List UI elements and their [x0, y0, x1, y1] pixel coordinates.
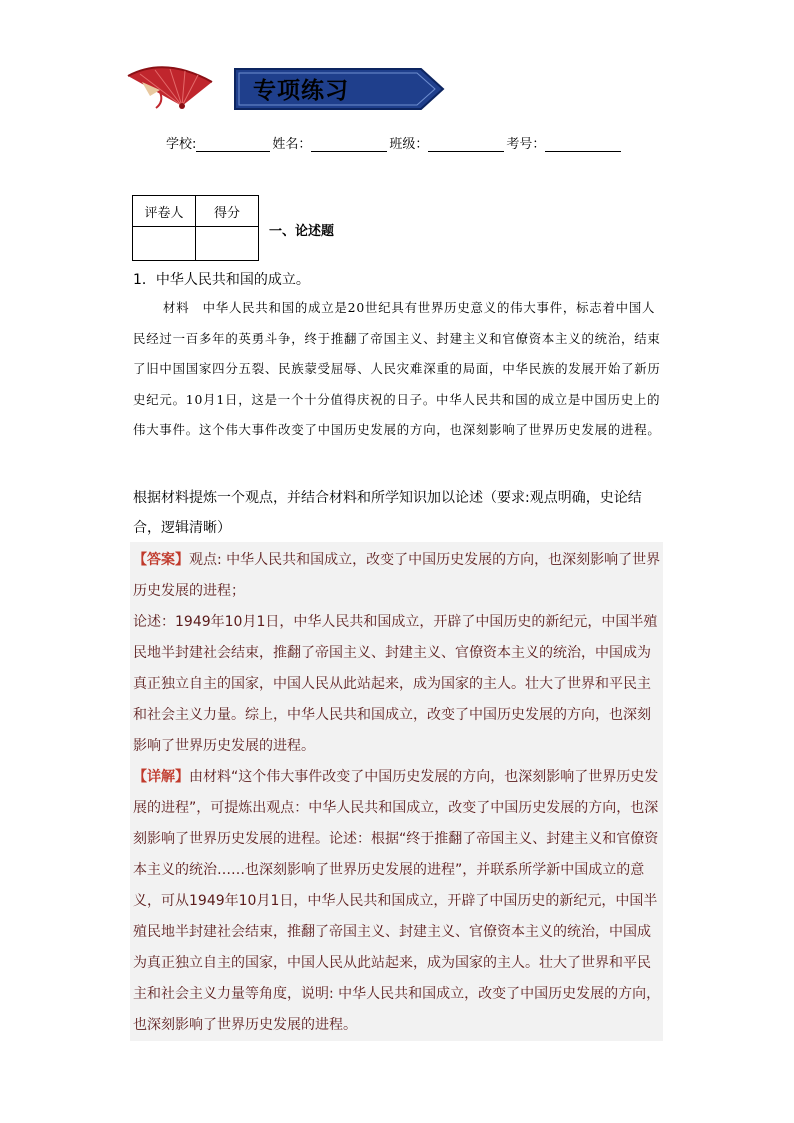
- answer-argument: 论述：1949年10月1日，中华人民共和国成立，开辟了中国历史的新纪元，中国半殖民地半封建社会结束，推翻了帝国主义、封建主义、官僚资本主义的统治，中国成为真正独立自主的国家，中国人民从此站起来，成为国家的主人。壮大了世界和平民主和社会主义力量。综上，中华人民共和国成立，改变了中国历史发展的方向，也深刻影响了世界历史发展的进程。: [133, 614, 658, 754]
- school-label: 学校:: [166, 137, 197, 152]
- question-requirement: 根据材料提炼一个观点，并结合材料和所学知识加以论述（要求:观点明确，史论结合，逻辑清晰）: [133, 490, 642, 536]
- detail-text: 由材料“这个伟大事件改变了中国历史发展的方向，也深刻影响了世界历史发展的进程”，可提炼出观点：中华人民共和国成立，改变了中国历史发展的方向，也深刻影响了世界历史发展的进程。论述：根据“终于推翻了帝国主义、封建主义和官僚资本主义的统治……也深刻影响了世界历史发展的进程”，并联系所学新中国成立的意义，可从1949年10月1日，中华人民共和国成立，开辟了中国历史的新纪元，中国半殖民地半封建社会结束，推翻了帝国主义、封建主义、官僚资本主义的统治，中国成为真正独立自主的国家，中国人民从此站起来，成为国家的主人。壮大了世界和平民主和社会主义力量等角度，说明: 中华人民共和国成立，改变了中国历史发展的方向，也深刻影响了世界历史发展的进程。: [133, 769, 661, 1033]
- answer-detail: [133, 762, 663, 1041]
- class-label: 班级：: [389, 137, 429, 152]
- viewpoint-text: 观点: 中华人民共和国成立，改变了中国历史发展的方向，也深刻影响了世界历史发展的进程；: [133, 552, 661, 599]
- section-title: 一、论述题: [269, 224, 335, 239]
- name-field[interactable]: [311, 137, 387, 152]
- score-header: 得分: [196, 196, 259, 227]
- decorative-fan-icon: [120, 62, 215, 110]
- answer-content: [133, 545, 663, 1041]
- answer-viewpoint: [133, 545, 663, 607]
- score-cell[interactable]: [196, 227, 259, 261]
- student-info-line: [166, 133, 623, 152]
- detail-tag: 【详解】: [133, 769, 189, 785]
- answer-tag: 【答案】: [133, 552, 189, 568]
- class-field[interactable]: [428, 137, 504, 152]
- grader-table: [132, 195, 259, 261]
- grader-cell[interactable]: [133, 227, 196, 261]
- banner-title: 专项练习: [253, 77, 349, 104]
- exam-no-field[interactable]: [545, 137, 621, 152]
- exam-no-label: 考号：: [506, 137, 546, 152]
- grader-header: 评卷人: [133, 196, 196, 227]
- question-material: 材料 中华人民共和国的成立是20世纪具有世界历史意义的伟大事件，标志着中国人民经过一百多年的英勇斗争，终于推翻了帝国主义、封建主义和官僚资本主义的统治，结束了旧中国国家四分五裂、民族蒙受屈辱、人民灾难深重的局面，中华民族的发展开始了新历史纪元。10月1日，这是一个十分值得庆祝的日子。中华人民共和国的成立是中国历史上的伟大事件。这个伟大事件改变了中国历史发展的方向，也深刻影响了世界历史发展的进程。: [133, 300, 661, 438]
- name-label: 姓名：: [272, 137, 312, 152]
- school-field[interactable]: [196, 137, 270, 152]
- question-title: 1．中华人民共和国的成立。: [133, 272, 310, 288]
